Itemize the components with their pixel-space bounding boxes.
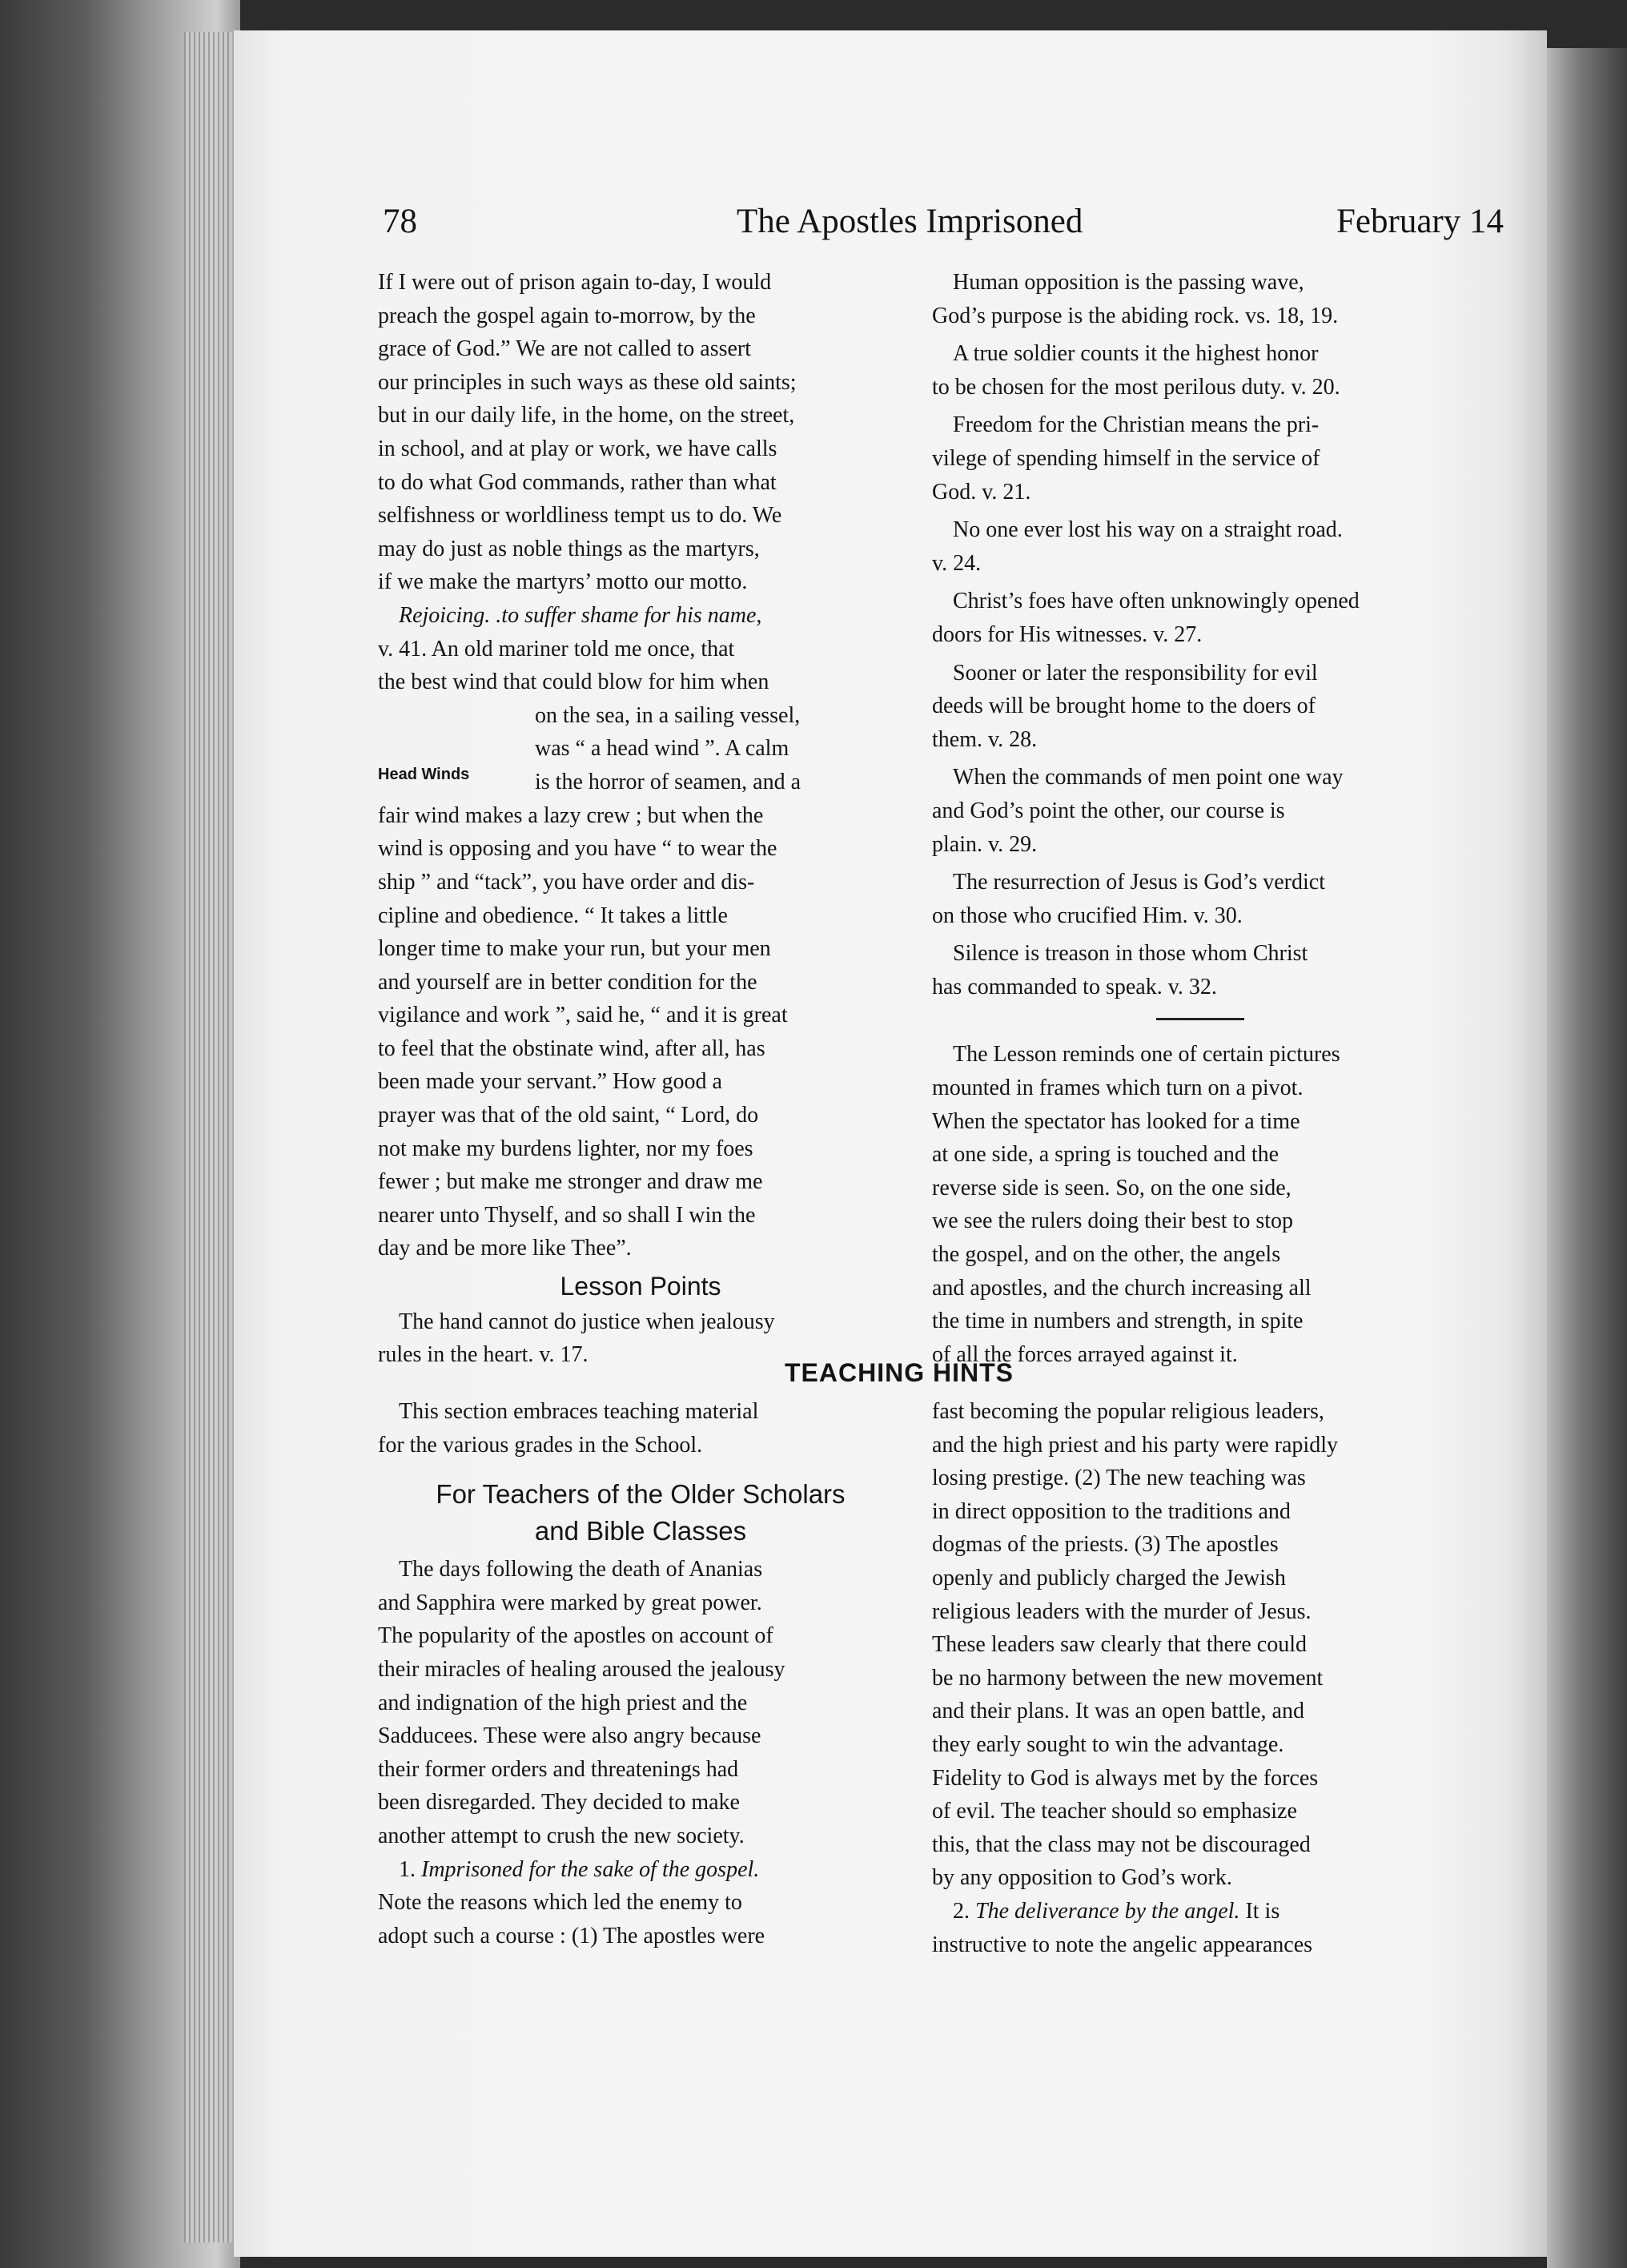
point-number: 1. xyxy=(399,1856,416,1882)
text-line: vigilance and work ”, said he, “ and it is great xyxy=(378,1003,788,1028)
body-paragraph xyxy=(378,1553,903,1852)
text-line: and Sapphira were marked by great power. xyxy=(378,1590,762,1615)
text-line: openly and publicly charged the Jewish xyxy=(932,1565,1286,1590)
right-column xyxy=(932,266,1468,1371)
text-line: if we make the martyrs’ motto our motto. xyxy=(378,569,748,595)
text-line: fast becoming the popular religious leaders, xyxy=(932,1399,1324,1424)
teaching-hints-left-column xyxy=(378,1395,903,1952)
text-line: God. v. 21. xyxy=(932,479,1031,505)
text-line: of evil. The teacher should so emphasize xyxy=(932,1799,1297,1824)
text-line: rules in the heart. v. 17. xyxy=(378,1342,589,1368)
text-line: preach the gospel again to-morrow, by the xyxy=(378,303,756,328)
text-line: of all the forces arrayed against it. xyxy=(932,1341,1238,1367)
text-line: mounted in frames which turn on a pivot. xyxy=(932,1076,1304,1101)
text-line: our principles in such ways as these old saints; xyxy=(378,369,797,395)
teaching-hints-right-column xyxy=(932,1395,1468,1961)
lesson-point xyxy=(932,266,1468,332)
text-line xyxy=(932,1895,1468,1928)
text-line: for the various grades in the School. xyxy=(378,1432,703,1458)
text-line: ship ” and “tack”, you have order and dis- xyxy=(378,869,755,895)
text-line: and the high priest and his party were rapidly xyxy=(932,1432,1338,1458)
text-line: to do what God commands, rather than what xyxy=(378,469,777,495)
text-line: Silence is treason in those whom Christ xyxy=(953,941,1308,967)
text-line: been disregarded. They decided to make xyxy=(378,1790,740,1816)
text-line: cipline and obedience. “ It takes a little xyxy=(378,903,728,928)
text-line: The resurrection of Jesus is God’s verdict xyxy=(953,870,1325,895)
text-line: religious leaders with the murder of Jesus. xyxy=(932,1598,1312,1624)
text-line: reverse side is seen. So, on the one side, xyxy=(932,1175,1292,1200)
text-line: The days following the death of Ananias xyxy=(399,1557,763,1582)
text-line: selfishness or worldliness tempt us to do. We xyxy=(378,503,782,529)
text-line: dogmas of the priests. (3) The apostles xyxy=(932,1532,1279,1558)
text-line: The hand cannot do justice when jealousy xyxy=(399,1309,775,1334)
lesson-point xyxy=(932,408,1468,509)
lesson-point xyxy=(932,937,1468,1003)
text-line: their miracles of healing aroused the jealousy xyxy=(378,1656,785,1682)
text-line: by any opposition to God’s work. xyxy=(932,1865,1232,1891)
text-line: and yourself are in better condition for the xyxy=(378,969,757,995)
text-line: adopt such a course : (1) The apostles were xyxy=(378,1923,765,1948)
text-line: been made your servant.” How good a xyxy=(378,1069,722,1095)
text-line: the best wind that could blow for him when xyxy=(378,670,769,695)
text-line: to be chosen for the most perilous duty. v. 20. xyxy=(932,374,1340,400)
side-heading: Head Winds xyxy=(378,765,470,783)
text-line: another attempt to crush the new society. xyxy=(378,1823,745,1848)
point-1-paragraph xyxy=(378,1853,903,1953)
text-line xyxy=(378,1853,903,1887)
text-line xyxy=(378,599,903,633)
point-number: 2. xyxy=(953,1898,970,1924)
older-scholars-heading xyxy=(378,1476,903,1550)
text-line: These leaders saw clearly that there could xyxy=(932,1632,1308,1658)
text-line: When the spectator has looked for a time xyxy=(932,1108,1300,1134)
text-line: but in our daily life, in the home, on the street, xyxy=(378,403,795,428)
lesson-point xyxy=(932,761,1468,861)
lesson-point xyxy=(932,585,1468,651)
page-edges xyxy=(184,32,232,2242)
text-line: grace of God.” We are not called to assert xyxy=(378,336,752,362)
text-line: fewer ; but make me stronger and draw me xyxy=(378,1169,763,1195)
text-line: they early sought to win the advantage. xyxy=(932,1731,1284,1757)
left-column xyxy=(378,266,903,1372)
intro-paragraph xyxy=(378,266,903,599)
text-line: their former orders and threatenings had xyxy=(378,1756,739,1782)
text-line: them. v. 28. xyxy=(932,726,1038,752)
text-line: on the sea, in a sailing vessel, xyxy=(535,702,801,728)
head-winds-block xyxy=(378,699,903,899)
text-line: Sooner or later the responsibility for evil xyxy=(953,660,1318,686)
text-line: No one ever lost his way on a straight road. xyxy=(953,517,1343,543)
point-title: Imprisoned for the sake of the gospel. xyxy=(421,1856,760,1882)
text-line: and God’s point the other, our course is xyxy=(932,798,1285,823)
inset-lines xyxy=(535,699,903,799)
text-line: longer time to make your run, but your men xyxy=(378,936,771,962)
text-line: and indignation of the high priest and the xyxy=(378,1690,748,1715)
text-line: fair wind makes a lazy crew ; but when the xyxy=(378,802,764,828)
reminder-paragraph xyxy=(932,1038,1468,1371)
point-text: It is xyxy=(1245,1898,1280,1924)
text-line: plain. v. 29. xyxy=(932,831,1038,857)
text-line: is the horror of seamen, and a xyxy=(535,769,801,794)
point-title: The deliverance by the angel. xyxy=(975,1898,1240,1924)
text-line: Fidelity to God is always met by the forces xyxy=(932,1765,1319,1791)
text-line: day and be more like Thee”. xyxy=(378,1236,632,1261)
heading-line: For Teachers of the Older Scholars xyxy=(436,1479,846,1510)
lesson-date: February 14 xyxy=(1336,203,1504,240)
text-line: If I were out of prison again to-day, I would xyxy=(378,270,772,295)
text-line: nearer unto Thyself, and so shall I win the xyxy=(378,1202,756,1228)
text-line: instructive to note the angelic appearances xyxy=(932,1932,1313,1957)
text-line: vilege of spending himself in the service of xyxy=(932,445,1320,471)
text-line: losing prestige. (2) The new teaching was xyxy=(932,1466,1306,1491)
body-paragraph xyxy=(932,1395,1468,1895)
text-line: God’s purpose is the abiding rock. vs. 18, 19. xyxy=(932,303,1339,328)
text-line: be no harmony between the new movement xyxy=(932,1665,1324,1691)
lesson-point xyxy=(932,337,1468,404)
teaching-hints-heading: TEACHING HINTS xyxy=(785,1358,1014,1387)
text-line: Christ’s foes have often unknowingly opened xyxy=(953,589,1360,614)
section-divider xyxy=(1156,1018,1244,1020)
text-line: in school, and at play or work, we have calls xyxy=(378,436,777,461)
running-header xyxy=(383,202,1504,250)
point-2-paragraph xyxy=(932,1895,1468,1961)
text-line: The Lesson reminds one of certain pictures xyxy=(953,1042,1340,1068)
text-line: not make my burdens lighter, nor my foes xyxy=(378,1136,753,1161)
page-number: 78 xyxy=(383,203,417,240)
text-line: doors for His witnesses. v. 27. xyxy=(932,621,1203,647)
text-line: we see the rulers doing their best to stop xyxy=(932,1208,1294,1234)
text-line: Human opposition is the passing wave, xyxy=(953,270,1304,295)
text-line: The popularity of the apostles on account of xyxy=(378,1623,773,1649)
lesson-points-heading: Lesson Points xyxy=(560,1272,721,1301)
text-line: Sadducees. These were also angry because xyxy=(378,1723,761,1749)
text-line: may do just as noble things as the martyrs, xyxy=(378,536,760,561)
text-line: A true soldier counts it the highest honor xyxy=(953,341,1319,367)
text-line: Freedom for the Christian means the pri- xyxy=(953,412,1320,438)
text-line: has commanded to speak. v. 32. xyxy=(932,974,1217,999)
text-line: the gospel, and on the other, the angels xyxy=(932,1242,1281,1268)
text-line: deeds will be brought home to the doers of xyxy=(932,694,1316,719)
text-line: was “ a head wind ”. A calm xyxy=(535,736,789,762)
lesson-point xyxy=(932,657,1468,757)
text-line: When the commands of men point one way xyxy=(953,765,1344,790)
rejoicing-paragraph xyxy=(378,599,903,1265)
lesson-point xyxy=(932,513,1468,580)
text-line: to feel that the obstinate wind, after all, has xyxy=(378,1035,765,1061)
scripture-phrase: Rejoicing. .to suffer shame for his name, xyxy=(399,602,762,628)
text-line: This section embraces teaching material xyxy=(399,1399,759,1424)
text-line: wind is opposing and you have “ to wear the xyxy=(378,836,777,862)
text-line: the time in numbers and strength, in spite xyxy=(932,1309,1304,1334)
facing-page-edge xyxy=(1547,48,1627,2268)
text-line: and their plans. It was an open battle, and xyxy=(932,1699,1304,1724)
text-line: prayer was that of the old saint, “ Lord, do xyxy=(378,1103,759,1128)
text-line: this, that the class may not be discouraged xyxy=(932,1832,1311,1857)
page-title: The Apostles Imprisoned xyxy=(737,203,1083,240)
text-line: at one side, a spring is touched and the xyxy=(932,1142,1280,1168)
text-line: v. 24. xyxy=(932,550,982,576)
text-line: v. 41. An old mariner told me once, that xyxy=(378,636,735,662)
text-line: in direct opposition to the traditions and xyxy=(932,1498,1291,1524)
heading-line: and Bible Classes xyxy=(534,1516,747,1546)
text-line: Note the reasons which led the enemy to xyxy=(378,1890,742,1916)
text-line: and apostles, and the church increasing all xyxy=(932,1275,1312,1301)
text-line: on those who crucified Him. v. 30. xyxy=(932,903,1243,928)
lesson-point xyxy=(932,866,1468,932)
